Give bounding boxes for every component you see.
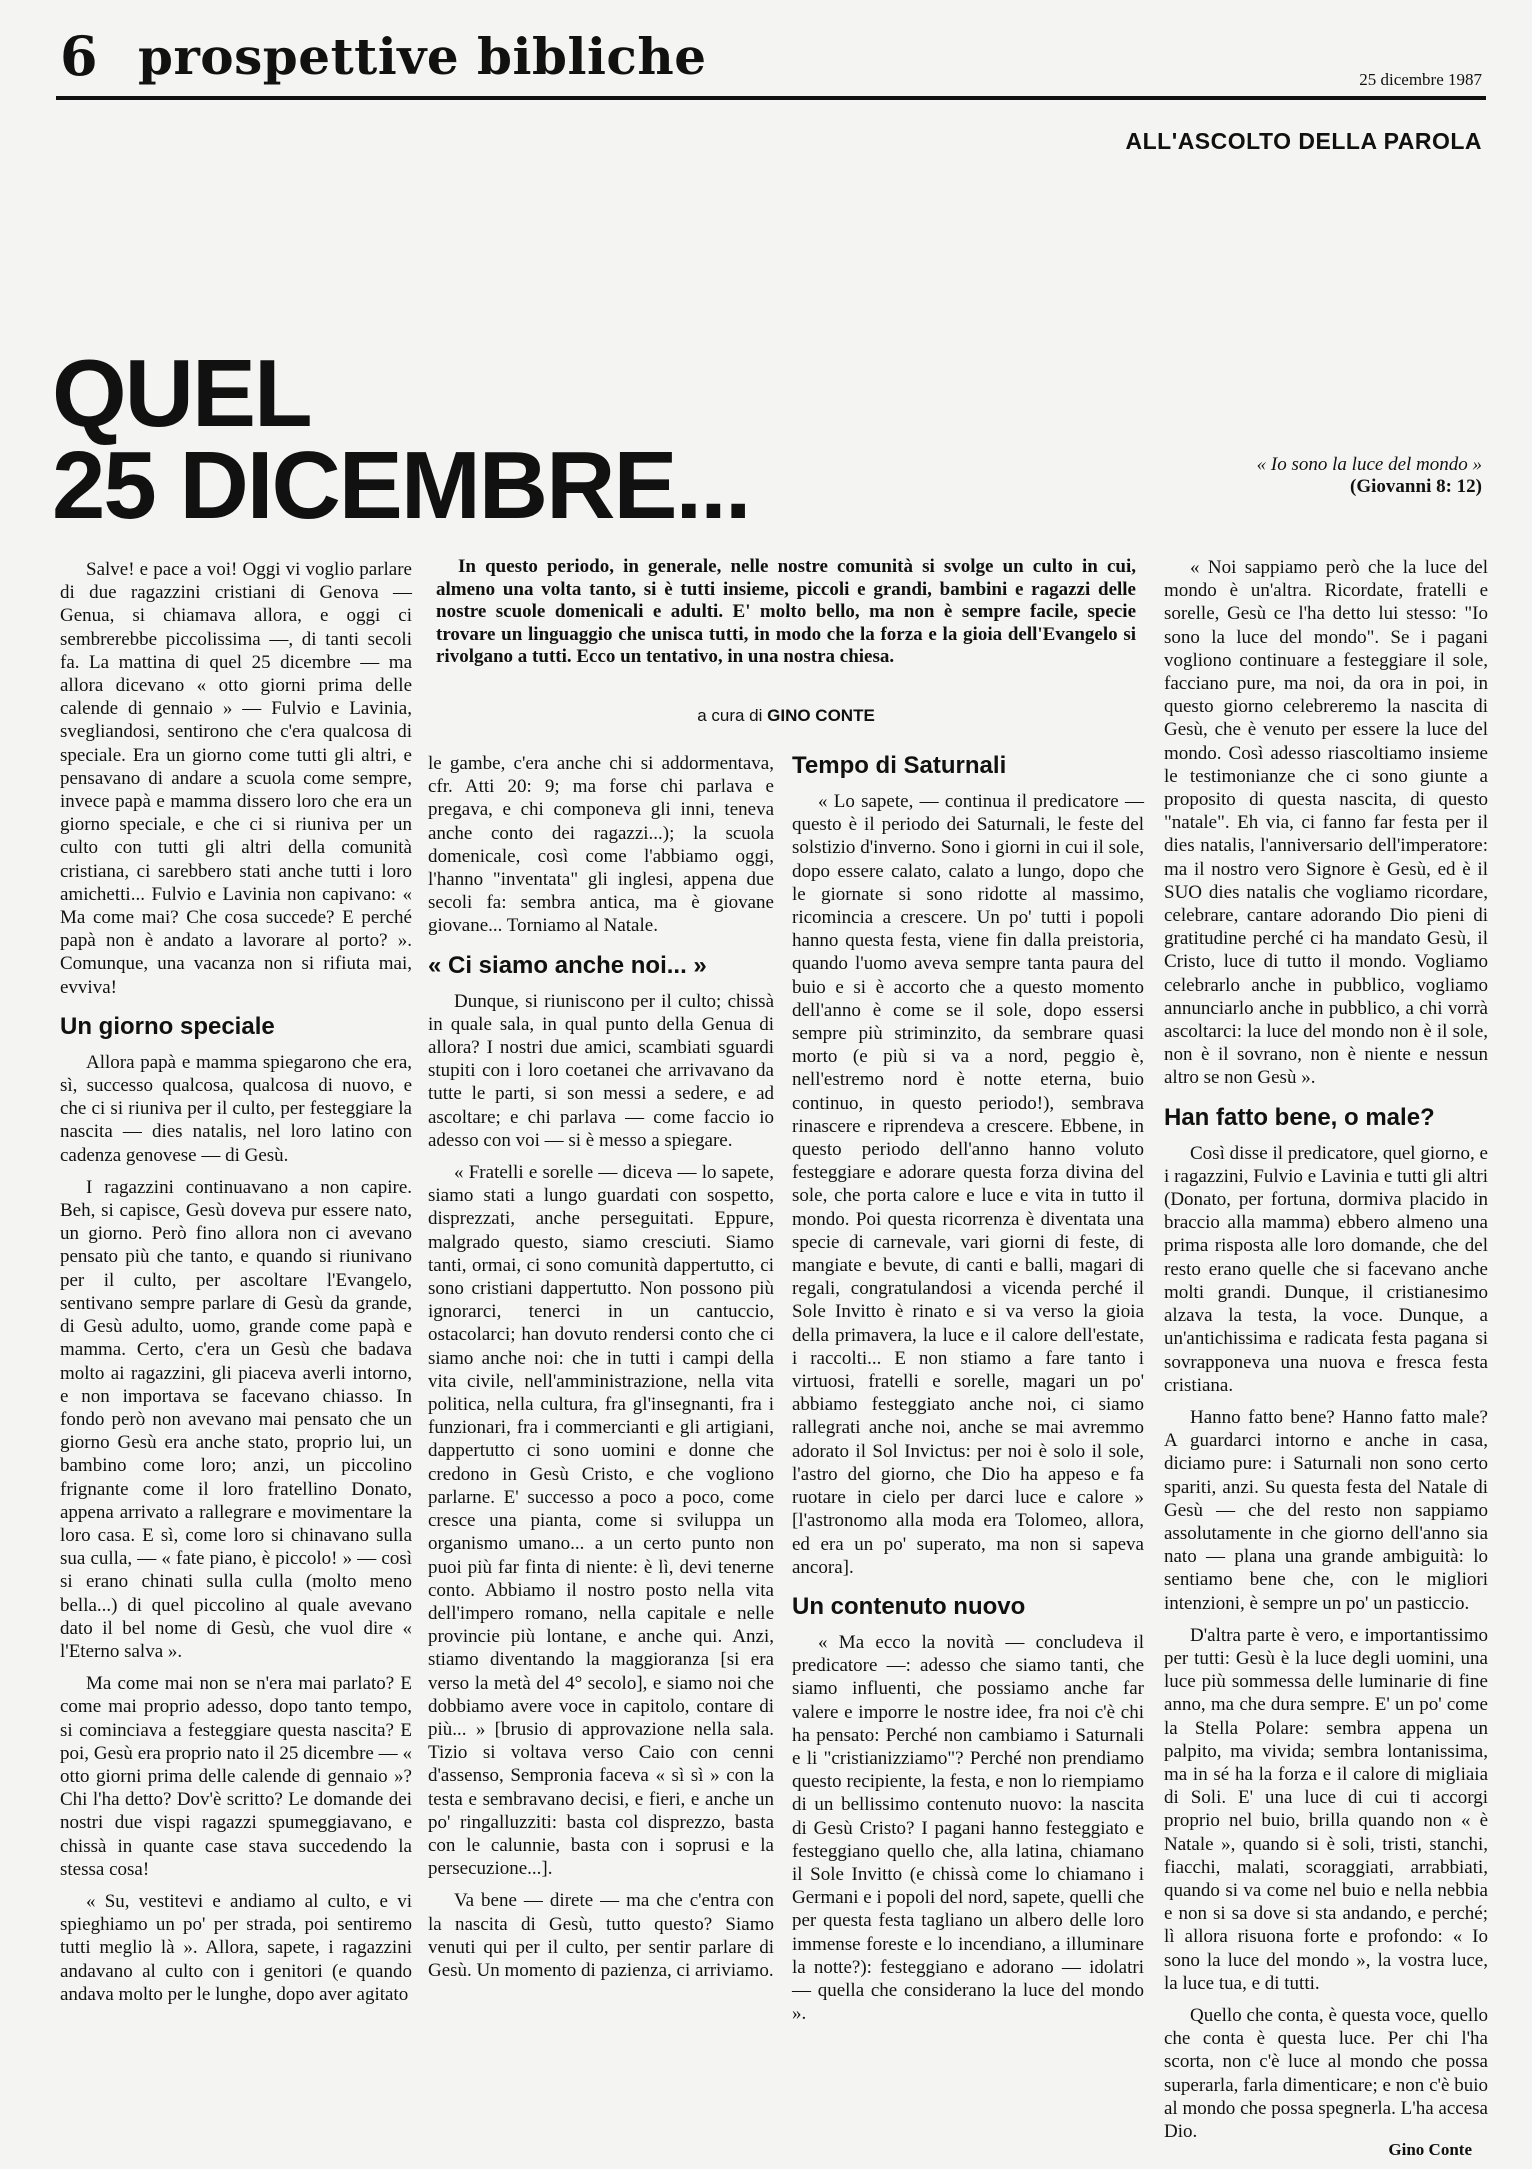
subheading: Un contenuto nuovo xyxy=(792,1592,1026,1620)
paragraph: « Su, vestitevi e andiamo al culto, e vi spieghiamo un po' per strada, poi sentiremo tutti meglio là ». Allora, sapete, i ragazzini andavano al culto con i genitori (e quando andava molto per le lunghe, dopo aver agitato xyxy=(60,1890,412,2005)
subheading: Tempo di Saturnali xyxy=(792,752,1007,779)
epigraph-reference: (Giovanni 8: 12) xyxy=(1350,476,1482,497)
paragraph: le gambe, c'era anche chi si addormentava, cfr. Atti 20: 9; ma forse chi parlava e pregava, e chi componeva gli inni, teneva anche conto dei ragazzi...); la scuola domenicale, così come l'abbiamo oggi, l'hanno "inventata" gli inglesi, appena due secoli fa: sembra antica, ma è giovane giovane... Torniamo al Natale. xyxy=(428,753,774,937)
epigraph-quote: « Io sono la luce del mondo » xyxy=(1256,454,1482,475)
subheading: Han fatto bene, o male? xyxy=(1164,1103,1435,1131)
headline-line-2: 25 DICEMBRE... xyxy=(52,432,750,539)
subheading: « Ci siamo anche noi... » xyxy=(428,951,707,979)
author-signature: Gino Conte xyxy=(1388,2140,1472,2159)
paragraph: Va bene — direte — ma che c'entra con la nascita di Gesù, tutto questo? Siamo venuti qui per il culto, per sentir parlare di Gesù. Un momento di pazienza, ci arriviamo. xyxy=(428,1890,774,1981)
paragraph: Ma come mai non se n'era mai parlato? E come mai proprio adesso, dopo tanto tempo, si cominciava a festeggiare questa nascita? E poi, Gesù era proprio nato il 25 dicembre — « otto giorni prima delle calende di gennaio »? Chi l'ha detto? Dov'è scritto? Le domande dei nostri due vispi ragazzi spumeggiavano, e chissà in quante case stava succedendo la stessa cosa! xyxy=(60,1673,412,1880)
paragraph: « Noi sappiamo però che la luce del mondo è un'altra. Ricordate, fratelli e sorelle, Gesù ce l'ha detto lui stesso: "Io sono la luce del mondo". Se i pagani vogliono continuare a festeggiare il sole, facciano pure, ma noi, da ora in poi, in questo giorno celebreremo la nascita di Gesù, che è venuto per essere la luce del mondo. Così adesso riascoltiamo insieme le testimonianze che ci sono giunte a proposito di questa nascita, di questo "natale". Eh via, ci fanno far festa per il dies natalis, l'anniversario dell'imperatore: ma il nostro vero Signore è Gesù, ed è il SUO dies natalis che vogliamo ricordare, celebrare, cantare adorando Dio pieni di gratitudine perché ci ha mandato Gesù, il Cristo, luce di tutto il mondo. Vogliamo celebrarlo anche in pubblico, vogliamo annunciarlo anche in pubblico, a chi vorrà ascoltarci: la luce del mondo non è il sole, non è il sovrano, non è niente e nessun altro se non Gesù ». xyxy=(1164,557,1488,1089)
byline xyxy=(436,706,1136,726)
paragraph: « Fratelli e sorelle — diceva — lo sapete, siamo stati a lungo guardati con sospetto, disprezzati, anche perseguitati. Eppure, malgrado questo, siamo cresciuti. Siamo tanti, ormai, ci sono comunità dappertutto, ci sono cristiani dappertutto. Non possono più ignorarci, tenerci in un cantuccio, ostacolarci; han dovuto rendersi conto che ci siamo anche noi: che in tutti i campi della vita civile, nell'amministrazione, nella vita politica, nella cultura, fra gl'insegnanti, fra i funzionari, fra i commercianti e gli artigiani, dappertutto ci sono uomini e donne che credono in Gesù Cristo, e che vogliono parlarne. E' successo a poco a poco, come cresce una pianta, come si sviluppa un organismo umano... a un certo punto non puoi più far finta di niente: è lì, devi tenerne conto. Abbiamo il nostro posto nella vita dell'impero romano, nella capitale e nelle provincie più lontane, e anche qui. Anzi, stiamo diventando la maggioranza [si era verso la metà del 4° secolo], e siamo noi che dobbiamo avere voce in capitolo, contare di più... » [brusio di approvazione nella sala. Tizio si voltava verso Caio con cenni d'assenso, Sempronia faceva « sì sì » con la testa e sembravano decisi, e fieri, e anche un po' ringalluzziti: basta col disprezzo, basta con le calunnie, basta con i soprusi e la persecuzione...]. xyxy=(428,1162,774,1880)
paragraph: « Ma ecco la novità — concludeva il predicatore —: adesso che siamo tanti, che siamo influenti, che possiamo anche far valere e imporre le nostre idee, fra noi c'è chi ha pensato: Perché non cambiamo i Saturnali e li "cristianizziamo"? Perché non prendiamo questo recipiente, la festa, e non lo riempiamo di un bellissimo contenuto nuovo: la nascita di Gesù Cristo? I pagani hanno festeggiato e festeggiano quello che, alla latina, chiamano il Sole Invitto (e chissà come lo chiamano i Germani e i popoli del nord, sapete, quelli che per questa festa tagliano un albero delle loro immense foreste e lo incendiano, a illuminare la notte?): festeggiano e adorano — idolatri — quella che considerano la luce del mondo ». xyxy=(792,1631,1144,2025)
paragraph: Hanno fatto bene? Hanno fatto male? A guardarci intorno e anche in casa, diciamo pure: i Saturnali non sono certo spariti, anzi. Su questa festa del Natale di Gesù — che del resto non sappiamo assolutamente in che giorno dell'anno sia nato — plana una grande ambiguità: lo sentiamo bene che, con le migliori intenzioni, è sempre un po' un pasticcio. xyxy=(1164,1406,1488,1614)
paragraph: I ragazzini continuavano a non capire. Beh, si capisce, Gesù doveva pur essere nato, un giorno. Però fino allora non ci avevano pensato più che tanto, e quando si riunivano per il culto, per ascoltare l'Evangelo, sentivano sempre parlare di Gesù da grande, di Gesù adulto, uomo, grande come papà e mamma. Certo, c'era un Gesù che badava molto ai ragazzini, gli piaceva averli intorno, e non importava se facevano chiasso. In fondo però non avevano mai pensato che un giorno Gesù era anche stato, proprio lui, un bambino come loro; anzi, un piccolino frignante come il loro fratellino Donato, appena arrivato a rallegrare e movimentare la loro casa. E sì, come loro si chinavano sulla sua culla, — « fate piano, è piccolo! » — così si erano chinati sulla culla (molto meno bella...) di quel piccolino al quale avevano dato il bel nome di Gesù, che vuol dire « l'Eterno salva ». xyxy=(60,1176,412,1662)
paragraph: Allora papà e mamma spiegarono che era, sì, successo qualcosa, qualcosa di nuovo, e che ci si riuniva per il culto, per festeggiare la nascita — dies natalis, nel loro latino con cadenza genovese — di Gesù. xyxy=(60,1051,412,1166)
section-rubric: ALL'ASCOLTO DELLA PAROLA xyxy=(1125,128,1482,154)
column-3 xyxy=(792,752,1144,2034)
paragraph: Dunque, si riuniscono per il culto; chissà in quale sala, in qual punto della Genua di allora? I nostri due amici, scambiati sguardi stupiti con i loro coetanei che arrivavano da tutte le parti, si son messi a sedere, e ad ascoltare; e chi parlava — come faccio io adesso con voi — si è messo a spiegare. xyxy=(428,990,774,1151)
paragraph: D'altra parte è vero, e importantissimo per tutti: Gesù è la luce degli uomini, una luce più sommessa delle luminarie di fine anno, ma che dura sempre. E' un po' come la Stella Polare: sembra appena un palpito, ma vivida; sembra lontanissima, ma in sé ha la forza e il calore di migliaia di Soli. E' una luce di cui ti accorgi proprio nel buio, brilla quando non « è Natale », quando si è soli, tristi, stanchi, fiacchi, malati, scoraggiati, arrabbiati, quando si va come nel buio e nella nebbia e non si sa dove si sta andando, e perché; lì allora risuona forte e profondo: « Io sono la luce del mondo », la vostra luce, la luce tua, e di tutti. xyxy=(1164,1624,1488,1994)
paragraph: Salve! e pace a voi! Oggi vi voglio parlare di due ragazzini cristiani di Genova — Genua, si chiamava allora, e oggi ci sembrerebbe piccolissima —, di tanti secoli fa. La mattina di quel 25 dicembre — ma allora dicevano « otto giorni prima delle calende di gennaio » — Fulvio e Lavinia, svegliandosi, sentirono che c'era qualcosa di speciale. Era un giorno come tutti gli altri, e pensavano di andare a scuola come sempre, invece papà e mamma dissero loro che era un giorno speciale, e che ci si riuniva per un culto con tutti gli altri della comunità cristiana, ci sarebbero stati anche tutti i loro amichetti... Fulvio e Lavinia non capivano: « Ma come mai? Che cosa succede? E perché papà non è andato a lavorare al porto? ». Comunque, una vacanza non si rifiuta mai, evviva! xyxy=(60,559,412,998)
paragraph: Così disse il predicatore, quel giorno, e i ragazzini, Fulvio e Lavinia e tutti gli altri (Donato, per fortuna, dormiva placido in braccio alla mamma) ebbero almeno una prima risposta alle loro domande, che del resto erano quelle che si facevano anche molti grandi. Dunque, il cristianesimo alzava la testa, la voce. Dunque, a un'antichissima e radicata festa pagana si sovrapponeva una nuova e fresca festa cristiana. xyxy=(1164,1142,1488,1396)
paragraph: « Lo sapete, — continua il predicatore — questo è il periodo dei Saturnali, le feste del solstizio d'inverno. Sono i giorni in cui il sole, dopo essere calato, calato a lungo, dopo che le giornate si sono ridotte al massimo, ricomincia a crescere. Un po' tutti i popoli hanno questa festa, viene fin dalla preistoria, quando l'uomo aveva sempre tanta paura del buio e si è accorto che a questo momento dell'anno è come se il sole, dopo essersi sempre più striminzito, da sembrare quasi morto (e più si va a nord, peggio è, nell'estremo nord è notte eterna, buio continuo, in questo periodo!), sembrava rinascere e riprendeva a crescere. Ebbene, in questo periodo dell'anno hanno voluto festeggiare e adorare questa forza divina del sole, che porta calore e luce e vita in tutto il mondo. Poi questa ricorrenza è diventata una specie di carnevale, vari giorni di feste, di mangiate e bevute, di canti e balli, magari di regali, congratulandosi a vicenda perché il Sole Invitto è rinato e si va verso la gioia della primavera, la luce e il calore dell'estate, i raccolti... E non stiamo a fare tanto i virtuosi, fratelli e sorelle, magari un po' abbiamo festeggiato anche noi, ci siamo rallegrati anche noi, anche se mai avremmo adorato il Sol Invictus: per noi è solo il sole, l'astro del giorno, che Dio ha appeso e fa ruotare in cielo per darci luce e calore » [l'astronomo alla moda era Tolomeo, allora, ed era un po' superato, ma non si sapeva ancora]. xyxy=(792,791,1144,1578)
column-1 xyxy=(60,558,412,2015)
column-4 xyxy=(1164,556,1488,2152)
article-intro: In questo periodo, in generale, nelle nostre comunità si svolge un culto in cui, almeno una volta tanto, si è tutti insieme, piccoli e grandi, bambini e ragazzi delle nostre scuole domenicali e adulti. E' molto bello, ma non è sempre facile, specie trovare un linguaggio che unisca tutti, in modo che la forza e la gioia dell'Evangelo si rivolgano a tutti. Ecco un tentativo, in una nostra chiesa. xyxy=(436,556,1136,668)
headline-line-1: QUEL xyxy=(52,340,311,447)
paragraph: Quello che conta, è questa voce, quello che conta è questa luce. Per chi l'ha scorta, non c'è luce al mondo che possa superarla, farla dimenticare; e non c'è buio al mondo che possa spegnerla. L'ha accesa Dio. xyxy=(1164,2004,1488,2142)
issue-date: 25 dicembre 1987 xyxy=(1359,70,1482,89)
subheading: Un giorno speciale xyxy=(60,1012,275,1040)
byline-prefix: a cura di xyxy=(697,706,763,725)
epigraph xyxy=(1257,454,1482,498)
page-number: 6 xyxy=(60,24,98,88)
publication-title: prospettive bibliche xyxy=(138,27,707,86)
headline xyxy=(52,340,750,539)
masthead-rule xyxy=(56,96,1486,100)
column-2 xyxy=(428,752,774,1991)
byline-name: GINO CONTE xyxy=(767,706,875,725)
